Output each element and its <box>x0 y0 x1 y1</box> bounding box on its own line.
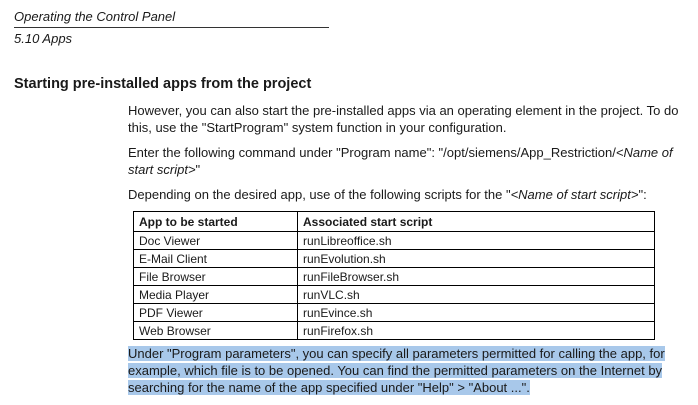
body-text <box>128 102 680 404</box>
script-name-cell: runEvince.sh <box>298 304 655 322</box>
start-script-placeholder: <Name of start script> <box>128 145 673 177</box>
paragraph-scripts-intro <box>128 186 680 203</box>
program-name-close-quote: " <box>195 162 201 177</box>
script-name-cell: runVLC.sh <box>298 286 655 304</box>
running-header <box>14 8 684 48</box>
app-name-cell: Media Player <box>134 286 298 304</box>
table-row <box>134 268 655 286</box>
script-name-cell: runFileBrowser.sh <box>298 268 655 286</box>
column-header-app: App to be started <box>134 212 298 232</box>
header-rule <box>14 27 329 28</box>
scripts-intro-suffix: ": <box>638 187 647 202</box>
column-header-script: Associated start script <box>298 212 655 232</box>
app-name-cell: Doc Viewer <box>134 232 298 250</box>
scripts-intro-text: Depending on the desired app, use of the following scripts for the " <box>128 187 511 202</box>
table-row <box>134 304 655 322</box>
app-name-cell: PDF Viewer <box>134 304 298 322</box>
start-script-placeholder-2: <Name of start script> <box>510 187 639 202</box>
table-header-row <box>134 212 655 232</box>
program-name-text: Enter the following command under "Program name": "/opt/siemens/App_Restriction/ <box>128 145 616 160</box>
script-name-cell: runLibreoffice.sh <box>298 232 655 250</box>
table-row <box>134 286 655 304</box>
table-row <box>134 250 655 268</box>
section-number: 5.10 Apps <box>14 31 73 46</box>
app-name-cell: File Browser <box>134 268 298 286</box>
script-name-cell: runEvolution.sh <box>298 250 655 268</box>
app-name-cell: Web Browser <box>134 322 298 340</box>
table-row <box>134 232 655 250</box>
paragraph-program-name <box>128 144 680 178</box>
paragraph-program-parameters[interactable] <box>128 345 680 396</box>
chapter-title: Operating the Control Panel <box>14 9 176 24</box>
app-name-cell: E-Mail Client <box>134 250 298 268</box>
section-heading: Starting pre-installed apps from the project <box>14 76 312 92</box>
paragraph-intro: However, you can also start the pre-installed apps via an operating element in the project. To do this, use the "StartProgram" system function in your configuration. <box>128 103 679 135</box>
apps-table <box>133 211 655 340</box>
selected-text-highlight[interactable]: Under "Program parameters", you can specify all parameters permitted for calling the app, for example, which file is to be opened. You can find the permitted parameters on the Internet by searching for the name of the app specified under "Help" > "About ...". <box>128 346 665 395</box>
script-name-cell: runFirefox.sh <box>298 322 655 340</box>
table-row <box>134 322 655 340</box>
